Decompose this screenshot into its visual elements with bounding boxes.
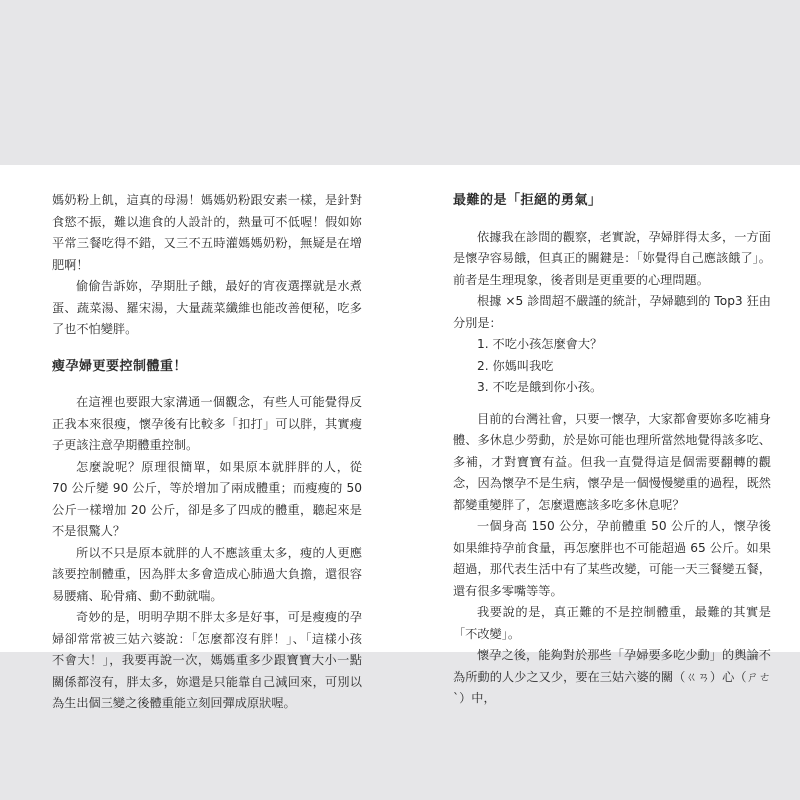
section-heading-right: 最難的是「拒絕的勇氣」 xyxy=(453,193,602,208)
right-paragraph-5: 我要說的是，真正難的不是控制體重，最難的其實是「不改變」。 xyxy=(453,605,771,641)
list-item: 2. 你媽叫我吃 xyxy=(477,358,554,373)
left-paragraph-3: 在這裡也要跟大家溝通一個觀念，有些人可能覺得反正我本來很瘦，懷孕後有比較多「扣打」可以胖，其實瘦子更該注意孕期體重控制。 xyxy=(52,395,362,452)
right-paragraph-1: 依據我在診間的觀察，老實說，孕婦胖得太多，一方面是懷孕容易餓，但真正的關鍵是：「妳覺得自己應該餓了」。前者是生理現象，後者則是更重要的心理問題。 xyxy=(453,229,771,287)
left-page-column xyxy=(52,190,362,715)
section-heading-left: 瘦孕婦更要控制體重！ xyxy=(52,358,188,374)
left-paragraph-5: 所以不只是原本就胖的人不應該重太多，瘦的人更應該要控制體重，因為胖太多會造成心肺過大負擔，還很容易腰痛、恥骨痛、動不動就喘。 xyxy=(52,545,362,603)
list-item: 1. 不吃小孩怎麼會大？ xyxy=(477,337,603,351)
right-paragraph-6: 懷孕之後，能夠對於那些「孕婦要多吃少動」的輿論不為所動的人少之又少，要在三姑六婆的關（ㄍㄢ）心（ㄕㄜˋ）中， xyxy=(453,648,771,705)
right-paragraph-2: 根據 ×5 診間超不嚴謹的統計，孕婦聽到的 Top3 狂由分別是： xyxy=(453,294,771,330)
left-paragraph-2: 偷偷告訴妳，孕期肚子餓，最好的宵夜選擇就是水煮蛋、蔬菜湯、羅宋湯，大量蔬菜纖維也能改善便秘，吃多了也不怕變胖。 xyxy=(52,279,362,336)
left-paragraph-4: 怎麼說呢？原理很簡單，如果原本就胖胖的人，從 70 公斤變 90 公斤，等於增加了兩成體重；而瘦瘦的 50 公斤一樣增加 20 公斤，卻是多了四成的體重，聽起來是不是很驚人？ xyxy=(52,459,362,538)
list-item: 3. 不吃是餓到你小孩。 xyxy=(477,380,603,394)
right-page-column xyxy=(453,190,771,710)
right-paragraph-4: 一個身高 150 公分，孕前體重 50 公斤的人，懷孕後如果維持孕前食量，再怎麼胖也不可能超過 65 公斤。如果超過，那代表生活中有了某些改變，可能一天三餐變五餐，還有很多零嘴等等。 xyxy=(453,519,771,598)
left-paragraph-6: 奇妙的是，明明孕期不胖太多是好事，可是瘦瘦的孕婦卻常常被三姑六婆說：「怎麼都沒有胖！」、「這樣小孩不會大！」，我要再說一次，媽媽重多少跟寶寶大小一點關係都沒有，胖太多，妳還是只能靠自己減回來，可別以為生出個三變之後體重能立刻回彈成原狀喔。 xyxy=(52,610,362,710)
top-gray-band xyxy=(0,0,800,165)
right-paragraph-3: 目前的台灣社會，只要一懷孕，大家都會要妳多吃補身體、多休息少勞動，於是妳可能也理所當然地覺得該多吃、多補，才對寶寶有益。但我一直覺得這是個需要翻轉的觀念，因為懷孕不是生病，懷孕是一個慢慢變重的過程，既然都變重變胖了，怎麼還應該多吃多休息呢？ xyxy=(453,411,771,512)
left-paragraph-1: 媽奶粉上飢，這真的母湯！媽媽奶粉跟安素一樣，是針對食慾不振，難以進食的人設計的，熱量可不低喔！假如妳平常三餐吃得不錯，又三不五時灌媽媽奶粉，無疑是在增肥啊！ xyxy=(52,193,362,272)
